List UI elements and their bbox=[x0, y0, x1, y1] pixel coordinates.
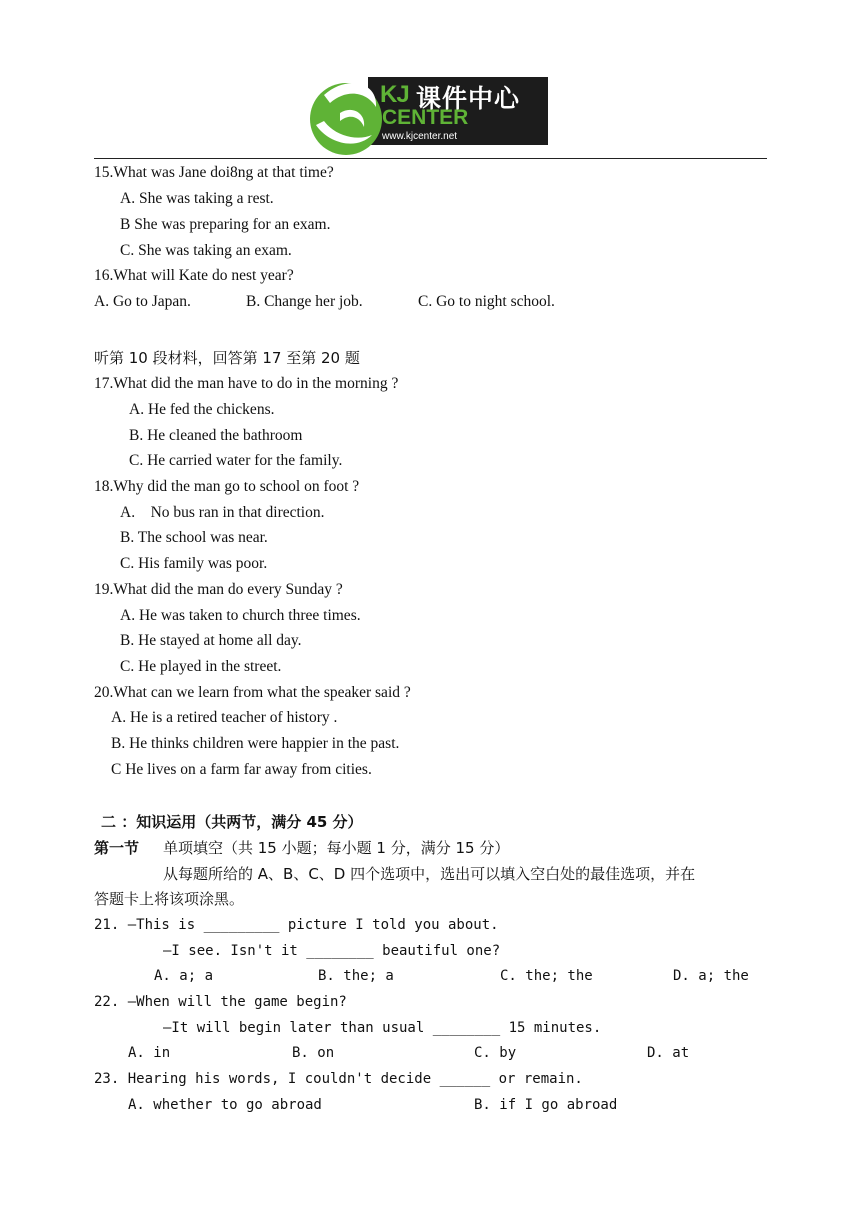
q20-option-c: C He lives on a farm far away from cities. bbox=[111, 761, 372, 778]
q23-option-b: B. if I go abroad bbox=[474, 1097, 618, 1113]
header-rule bbox=[94, 158, 767, 159]
q23-option-a: A. whether to go abroad bbox=[128, 1097, 322, 1113]
section1-label: 第一节 bbox=[94, 839, 140, 857]
q22-line1: 22. —When will the game begin? bbox=[94, 994, 347, 1010]
q17-option-b: B. He cleaned the bathroom bbox=[129, 427, 303, 444]
q21-line2: —I see. Isn't it ________ beautiful one? bbox=[163, 943, 501, 959]
q21-option-b: B. the; a bbox=[318, 968, 394, 984]
q16-option-c: C. Go to night school. bbox=[418, 293, 555, 310]
q15-option-b: B She was preparing for an exam. bbox=[120, 216, 331, 233]
q20-option-a: A. He is a retired teacher of history . bbox=[111, 709, 338, 726]
q19-stem: 19.What did the man do every Sunday ? bbox=[94, 581, 343, 598]
logo-kj-text: KJ bbox=[380, 81, 409, 108]
q20-stem: 20.What can we learn from what the speaker said ? bbox=[94, 684, 411, 701]
q22-option-b: B. on bbox=[292, 1045, 335, 1061]
q15-stem: 15.What was Jane doi8ng at that time? bbox=[94, 164, 334, 181]
q18-option-a: A. No bus ran in that direction. bbox=[120, 504, 325, 521]
logo-url-text: www.kjcenter.net bbox=[382, 131, 458, 142]
q15-option-c: C. She was taking an exam. bbox=[120, 242, 292, 259]
q22-option-d: D. at bbox=[647, 1045, 690, 1061]
section1-description: 单项填空（共 15 小题；每小题 1 分，满分 15 分） bbox=[163, 839, 510, 857]
q15-option-a: A. She was taking a rest. bbox=[120, 190, 274, 207]
q17-stem: 17.What did the man have to do in the morning ? bbox=[94, 375, 399, 392]
q22-line2: —It will begin later than usual ________ 15 minutes. bbox=[163, 1020, 602, 1036]
section10-heading: 听第 10 段材料，回答第 17 至第 20 题 bbox=[94, 349, 360, 367]
part2-title: 二 ：知识运用（共两节，满分 45 分） bbox=[101, 813, 363, 831]
q18-option-b: B. The school was near. bbox=[120, 529, 268, 546]
q16-stem: 16.What will Kate do nest year? bbox=[94, 267, 294, 284]
kjcenter-logo bbox=[306, 73, 548, 157]
instructions-line1: 从每题所给的 A、B、C、D 四个选项中，选出可以填入空白处的最佳选项，并在 bbox=[163, 865, 696, 883]
q20-option-b: B. He thinks children were happier in the past. bbox=[111, 735, 400, 752]
q17-option-a: A. He fed the chickens. bbox=[129, 401, 275, 418]
q21-option-a: A. a; a bbox=[154, 968, 214, 984]
q23-line1: 23. Hearing his words, I couldn't decide ______ or remain. bbox=[94, 1071, 583, 1087]
logo-center-text: CENTER bbox=[382, 106, 469, 129]
q18-option-c: C. His family was poor. bbox=[120, 555, 268, 572]
q21-option-d: D. a; the bbox=[673, 968, 749, 984]
instructions-line2: 答题卡上将该项涂黑。 bbox=[94, 890, 245, 908]
q22-option-a: A. in bbox=[128, 1045, 171, 1061]
logo-chinese-text: 课件中心 bbox=[416, 84, 521, 113]
q22-option-c: C. by bbox=[474, 1045, 517, 1061]
q17-option-c: C. He carried water for the family. bbox=[129, 452, 343, 469]
q19-option-b: B. He stayed at home all day. bbox=[120, 632, 302, 649]
q21-line1: 21. —This is _________ picture I told you about. bbox=[94, 917, 499, 933]
q21-option-c: C. the; the bbox=[500, 968, 593, 984]
q18-stem: 18.Why did the man go to school on foot ? bbox=[94, 478, 360, 495]
q16-option-b: B. Change her job. bbox=[246, 293, 363, 310]
q16-option-a: A. Go to Japan. bbox=[94, 293, 191, 310]
q19-option-c: C. He played in the street. bbox=[120, 658, 282, 675]
q19-option-a: A. He was taken to church three times. bbox=[120, 607, 361, 624]
